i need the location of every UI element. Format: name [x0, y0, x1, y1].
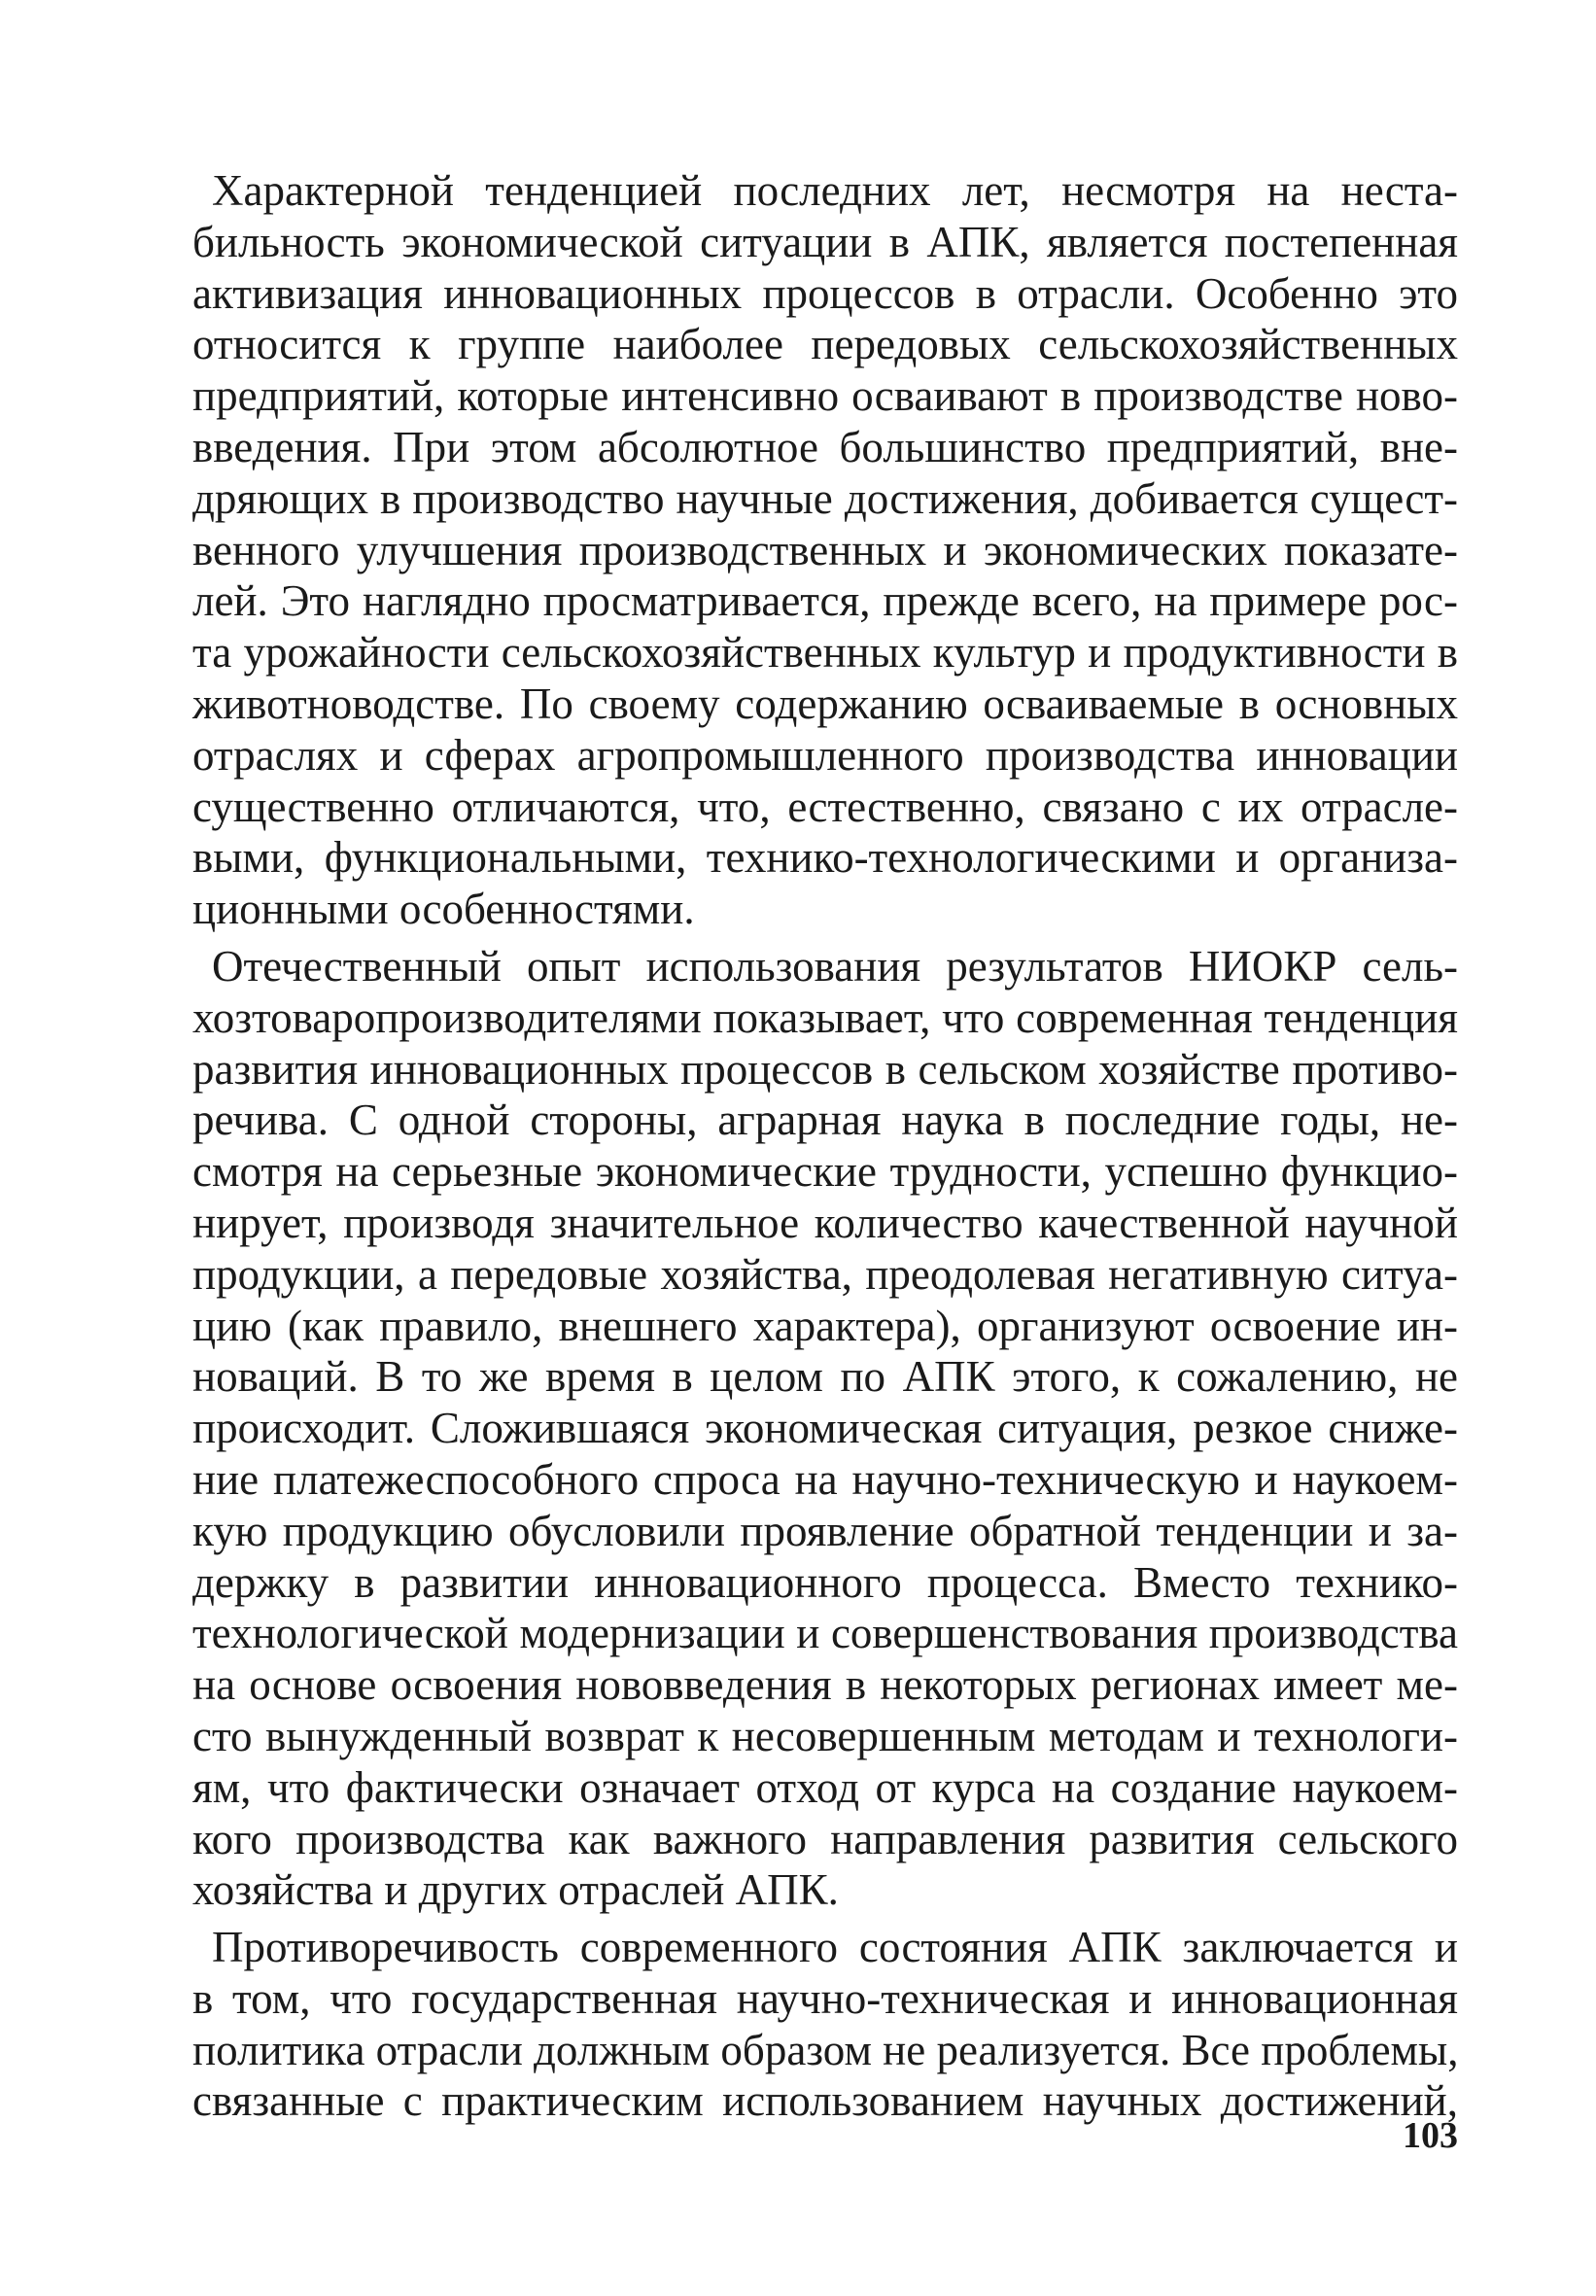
- text-line: Характерной тенденцией последних лет, несмотря на неста-: [212, 166, 1458, 215]
- text-line: смотря на серьезные экономические трудности, успешно функцио-: [192, 1147, 1458, 1197]
- text-line: животноводстве. По своему содержанию осваиваемые в основных: [192, 678, 1458, 728]
- text-line: выми, функциональными, технико-технологическими и организа-: [192, 833, 1458, 883]
- text-line: ям, что фактически означает отход от курса на создание наукоем-: [192, 1762, 1458, 1812]
- text-line: Отечественный опыт использования результатов НИОКР сель-: [212, 941, 1458, 991]
- text-line: держку в развитии инновационного процесса. Вместо технико-: [192, 1557, 1458, 1607]
- text-line: активизация инновационных процессов в отрасли. Особенно это: [192, 268, 1458, 318]
- text-line: Противоречивость современного состояния АПК заключается и: [212, 1923, 1458, 1972]
- text-line: ние платежеспособного спроса на научно-техническую и наукоем-: [192, 1454, 1458, 1504]
- page-number: 103: [1403, 2115, 1458, 2156]
- text-line: существенно отличаются, что, естественно, связано с их отрасле-: [192, 782, 1458, 831]
- text-line: кого производства как важного направления развития сельского: [192, 1814, 1458, 1863]
- text-line: связанные с практическим использованием научных достижений,: [192, 2076, 1458, 2126]
- text-line: лей. Это наглядно просматривается, прежде всего, на примере рос-: [192, 576, 1458, 626]
- text-line: введения. При этом абсолютное большинство предприятий, вне-: [192, 422, 1458, 471]
- text-line: развития инновационных процессов в сельском хозяйстве противо-: [192, 1044, 1458, 1094]
- text-line: отраслях и сферах агропромышленного производства инновации: [192, 730, 1458, 780]
- text-line: бильность экономической ситуации в АПК, является постепенная: [192, 217, 1458, 266]
- text-line: предприятий, которые интенсивно осваивают в производстве ново-: [192, 371, 1458, 421]
- text-line: та урожайности сельскохозяйственных культур и продуктивности в: [192, 628, 1458, 678]
- text-line: происходит. Сложившаяся экономическая ситуация, резкое сниже-: [192, 1404, 1458, 1453]
- text-line: технологической модернизации и совершенствования производства: [192, 1609, 1458, 1658]
- text-line: кую продукцию обусловили проявление обратной тенденции и за-: [192, 1506, 1458, 1555]
- text-line: нирует, производя значительное количество качественной научной: [192, 1198, 1458, 1247]
- paragraph-1: [192, 165, 1458, 935]
- text-line: ционными особенностями.: [192, 885, 695, 934]
- text-line: речива. С одной стороны, аграрная наука в последние годы, не-: [192, 1096, 1458, 1145]
- text-line: хозтоваропроизводителями показывает, что современная тенденция: [192, 992, 1458, 1042]
- document-page: [192, 165, 1458, 2133]
- paragraph-2: [192, 941, 1458, 1916]
- text-line: венного улучшения производственных и экономических показате-: [192, 525, 1458, 574]
- text-line: в том, что государственная научно-техническая и инновационная: [192, 1973, 1458, 2023]
- text-line: хозяйства и других отраслей АПК.: [192, 1865, 839, 1915]
- text-line: дряющих в производство научные достижения, добивается сущест-: [192, 473, 1458, 523]
- text-line: на основе освоения нововведения в некоторых регионах имеет ме-: [192, 1660, 1458, 1710]
- text-line: новаций. В то же время в целом по АПК этого, к сожалению, не: [192, 1352, 1458, 1402]
- text-line: продукции, а передовые хозяйства, преодолевая негативную ситуа-: [192, 1249, 1458, 1299]
- text-line: политика отрасли должным образом не реализуется. Все проблемы,: [192, 2025, 1459, 2074]
- text-line: относится к группе наиболее передовых сельскохозяйственных: [192, 320, 1458, 369]
- paragraph-3: [192, 1922, 1458, 2127]
- text-line: сто вынужденный возврат к несовершенным методам и технологи-: [192, 1711, 1458, 1760]
- text-line: цию (как правило, внешнего характера), организуют освоение ин-: [192, 1301, 1458, 1350]
